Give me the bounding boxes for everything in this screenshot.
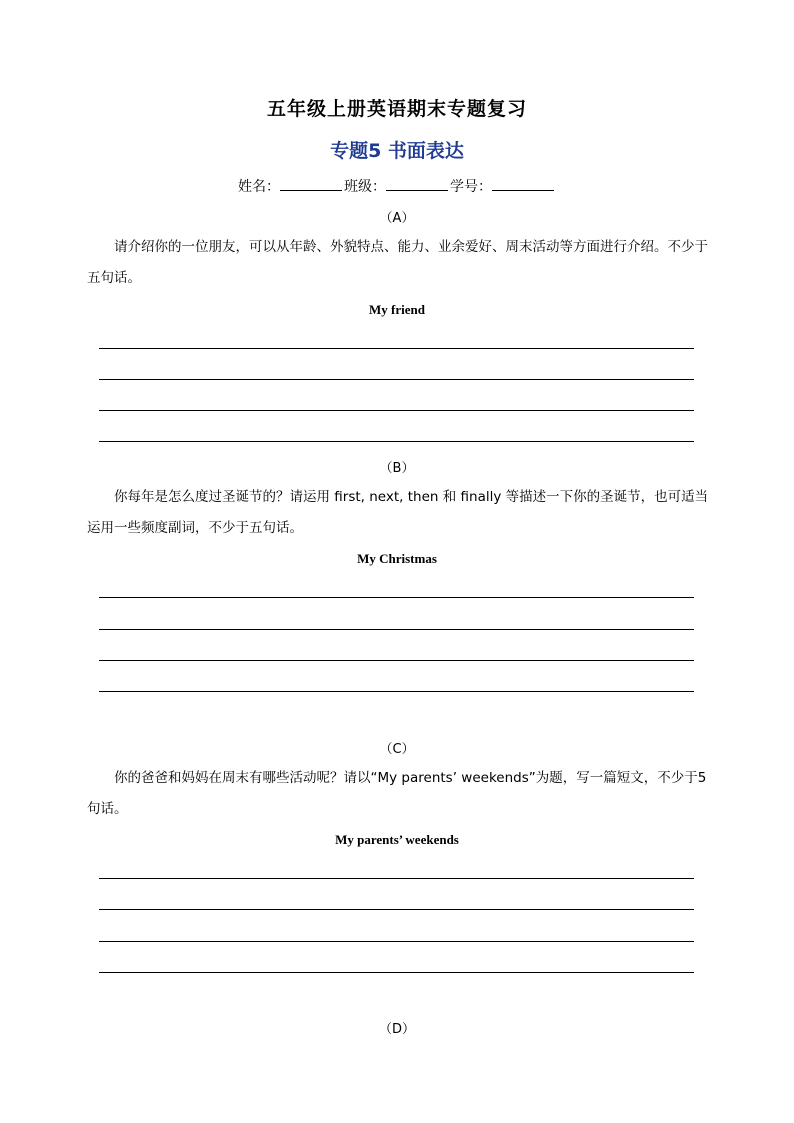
document-subtitle: 专题5 书面表达 (330, 140, 464, 162)
class-label: 班级： (344, 179, 386, 195)
section-heading-c: My parents’ weekends (335, 832, 459, 847)
section-label-c: （C） (379, 742, 415, 757)
name-blank[interactable] (280, 176, 342, 191)
writing-line[interactable] (99, 909, 694, 910)
section-prompt-c: 你的爸爸和妈妈在周末有哪些活动呢？请以“My parents’ weekends”为题，写一篇短文，不少于5句话。 (87, 770, 707, 817)
writing-line[interactable] (99, 441, 694, 442)
writing-line[interactable] (99, 972, 694, 973)
writing-line[interactable] (99, 629, 694, 630)
section-heading-a: My friend (369, 302, 425, 317)
section-heading-b: My Christmas (357, 551, 437, 566)
section-prompt-a: 请介绍你的一位朋友，可以从年龄、外貌特点、能力、业余爱好、周末活动等方面进行介绍。不少于五句话。 (87, 239, 708, 286)
section-label-a: （A） (379, 211, 415, 226)
writing-line[interactable] (99, 597, 694, 598)
student-info-row (0, 176, 794, 196)
writing-line[interactable] (99, 410, 694, 411)
writing-line[interactable] (99, 379, 694, 380)
section-label-d: （D） (378, 1022, 415, 1037)
section-label-b: （B） (379, 461, 415, 476)
document-title: 五年级上册英语期末专题复习 (266, 98, 527, 120)
class-blank[interactable] (386, 176, 448, 191)
writing-line[interactable] (99, 348, 694, 349)
name-label: 姓名： (238, 179, 280, 195)
section-prompt-b: 你每年是怎么度过圣诞节的？请运用 first, next, then 和 finally 等描述一下你的圣诞节，也可适当运用一些频度副词，不少于五句话。 (87, 489, 709, 536)
writing-line[interactable] (99, 691, 694, 692)
writing-line[interactable] (99, 660, 694, 661)
number-blank[interactable] (492, 176, 554, 191)
writing-line[interactable] (99, 878, 694, 879)
writing-line[interactable] (99, 941, 694, 942)
number-label: 学号： (450, 179, 492, 195)
